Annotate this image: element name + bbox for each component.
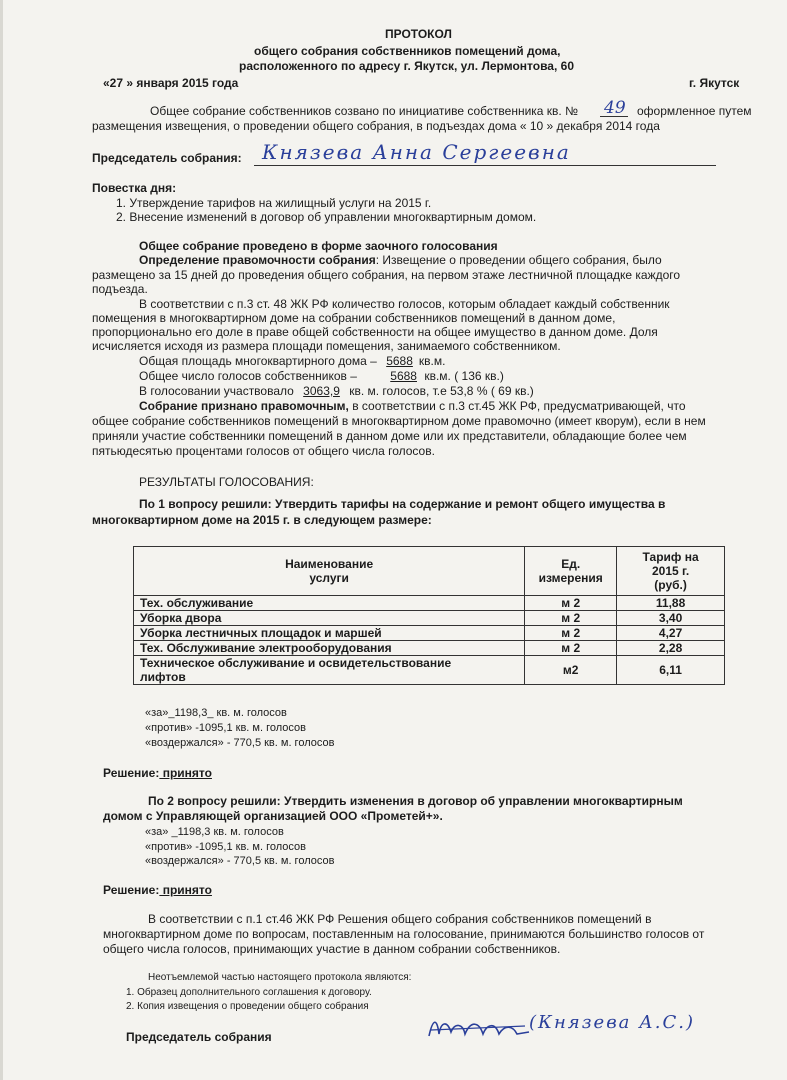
table-row	[134, 611, 725, 626]
results-heading: РЕЗУЛЬТАТЫ ГОЛОСОВАНИЯ:	[139, 475, 314, 489]
header-tariff	[617, 547, 725, 596]
doc-subtitle-1: общего собрания собственников помещений дома,	[254, 44, 561, 58]
header-tariff-l3: (руб.)	[654, 578, 687, 592]
service-cell-l2: лифтов	[140, 670, 186, 684]
header-unit	[525, 547, 617, 596]
competence-line1	[139, 253, 662, 267]
agenda-heading: Повестка дня:	[92, 181, 177, 195]
table-row	[134, 641, 725, 656]
quorum-text1: в соответствии с п.3 ст.45 ЖК РФ, предусматривающей, что	[348, 399, 686, 413]
vote1-for: «за»_1198,3_ кв. м. голосов	[145, 707, 287, 719]
quorum-bold: Собрание признано правомочным,	[139, 399, 349, 413]
service-cell	[134, 656, 525, 685]
scan-edge-left	[0, 0, 3, 1080]
decision2-value: принято	[159, 883, 212, 897]
competence-line2: размещено за 15 дней до проведения общего собрания, на первом этаже лестничной площадке каждого	[92, 268, 681, 282]
voted-line	[139, 384, 534, 398]
decision1-label: Решение:	[103, 766, 160, 780]
intro-line1-b: оформленное путем	[637, 104, 752, 118]
signature-text-handwritten: (Князева А.С.)	[529, 1012, 695, 1033]
apartment-underline	[600, 116, 628, 117]
quorum-line4: пятьюдесятью процентами голосов от общего числа голосов.	[92, 444, 435, 458]
service-cell: Тех. обслуживание	[134, 596, 525, 611]
tariff-cell: 11,88	[617, 596, 725, 611]
decision2-label: Решение:	[103, 883, 160, 897]
area-value: 5688	[386, 354, 413, 368]
service-cell: Уборка лестничных площадок и маршей	[134, 626, 525, 641]
votes-para-line2: помещения в многоквартирном доме на собрании собственников помещений в данном доме,	[92, 311, 616, 325]
header-unit-l1: Ед.	[561, 557, 581, 571]
final-line2: многоквартирном доме по вопросам, поставленным на голосование, принимаются большинство голосов от	[103, 927, 705, 941]
quorum-line2: общее собрание собственников помещений в многоквартирном доме правомочно (имеет кворум), если в нем	[92, 414, 706, 428]
service-cell-l1: Техническое обслуживание и освидетельствование	[140, 656, 452, 670]
vote2-for: «за» _1198,3 кв. м. голосов	[145, 826, 284, 838]
voted-label: В голосовании участвовало	[139, 384, 294, 398]
voted-unit: кв. м. голосов, т.е 53,8 % ( 69 кв.)	[349, 384, 534, 398]
vote2-against: «против» -1095,1 кв. м. голосов	[145, 841, 306, 853]
competence-label: Определение правомочности собрания	[139, 253, 376, 267]
unit-cell: м2	[525, 656, 617, 685]
doc-title: ПРОТОКОЛ	[385, 27, 452, 41]
service-cell: Уборка двора	[134, 611, 525, 626]
area-line	[139, 354, 445, 368]
header-service	[134, 547, 525, 596]
area-label: Общая площадь многоквартирного дома –	[139, 354, 377, 368]
decision2	[103, 883, 212, 897]
header-tariff-l1: Тариф на	[642, 550, 699, 564]
vote1-abstain: «воздержался» - 770,5 кв. м. голосов	[145, 737, 335, 749]
competence-line3: подъезда.	[92, 282, 148, 296]
q2-line2: домом с Управляющей организацией ООО «Прометей+».	[103, 809, 443, 823]
chair-name-handwritten: Князева Анна Сергеевна	[262, 140, 571, 164]
doc-city: г. Якутск	[689, 76, 740, 90]
doc-subtitle-2: расположенного по адресу г. Якутск, ул. Лермонтова, 60	[239, 59, 574, 73]
vote2-abstain: «воздержался» - 770,5 кв. м. голосов	[145, 855, 335, 867]
quorum-line3: приняли участие собственники помещений в данном доме или их представители, обладающие более чем	[92, 429, 687, 443]
signature	[425, 1010, 755, 1046]
votes-para-line1: В соответствии с п.3 ст. 48 ЖК РФ количество голосов, которым обладает каждый собственник	[139, 297, 670, 311]
tariff-cell: 2,28	[617, 641, 725, 656]
header-tariff-l2: 2015 г.	[652, 564, 690, 578]
agenda-item: 1. Утверждение тарифов на жилищный услуги на 2015 г.	[116, 196, 432, 210]
area-unit: кв.м.	[418, 354, 446, 368]
tariff-cell: 3,40	[617, 611, 725, 626]
annex-item: 1. Образец дополнительного соглашения к договору.	[126, 987, 372, 998]
service-cell: Тех. Обслуживание электрооборудования	[134, 641, 525, 656]
intro-line1-a: Общее собрание собственников созвано по инициативе собственника кв. №	[150, 104, 578, 118]
final-line3: общего числа голосов, принимающих участие в данном собрании собственников.	[103, 942, 561, 956]
annex-heading: Неотъемлемой частью настоящего протокола являются:	[148, 972, 412, 983]
table-row	[134, 656, 725, 685]
decision1-value: принято	[159, 766, 212, 780]
header-unit-l2: измерения	[538, 571, 603, 585]
tariff-cell: 4,27	[617, 626, 725, 641]
q1-line1: По 1 вопросу решили: Утвердить тарифы на содержание и ремонт общего имущества в	[139, 497, 666, 511]
tariff-header-row	[134, 547, 725, 596]
unit-cell: м 2	[525, 611, 617, 626]
intro-line2: размещения извещения, о проведении общего собрания, в подъездах дома « 10 » декабря 2014 года	[92, 119, 660, 133]
voted-value: 3063,9	[303, 384, 340, 398]
header-service-l2: услуги	[309, 571, 349, 585]
footer-chair-label: Председатель собрания	[126, 1030, 272, 1044]
unit-cell: м 2	[525, 596, 617, 611]
total-unit: кв.м. ( 136 кв.)	[424, 369, 504, 383]
unit-cell: м 2	[525, 626, 617, 641]
chair-underline	[254, 165, 716, 166]
tariff-cell: 6,11	[617, 656, 725, 685]
form-heading: Общее собрание проведено в форме заочного голосования	[139, 239, 498, 253]
agenda-item: 2. Внесение изменений в договор об управлении многоквартирным домом.	[116, 210, 537, 224]
annex-item: 2. Копия извещения о проведении общего собрания	[126, 1001, 369, 1012]
signature-scribble	[425, 1012, 535, 1046]
table-row	[134, 596, 725, 611]
header-service-l1: Наименование	[285, 557, 374, 571]
final-line1: В соответствии с п.1 ст.46 ЖК РФ Решения общего собрания собственников помещений в	[148, 912, 652, 926]
total-label: Общее число голосов собственников –	[139, 369, 357, 383]
unit-cell: м 2	[525, 641, 617, 656]
votes-para-line3: пропорционально его доле в праве общей собственности на общее имущество в данном доме. Доля	[92, 325, 658, 339]
total-value: 5688	[390, 369, 417, 383]
total-votes-line	[139, 369, 504, 383]
votes-para-line4: исчисляется исходя из размера площади помещения, занимаемого собственником.	[92, 339, 561, 353]
doc-date: «27 » января 2015 года	[103, 76, 239, 90]
competence-text1: : Извещение о проведении общего собрания, было	[375, 253, 662, 267]
q2-line1: По 2 вопросу решили: Утвердить изменения в договор об управлении многоквартирным	[148, 794, 683, 808]
tariff-table	[133, 546, 725, 685]
decision1	[103, 766, 212, 780]
quorum-line1	[139, 399, 686, 413]
chair-label: Председатель собрания:	[92, 151, 242, 165]
apartment-number-handwritten: 49	[604, 98, 626, 118]
q1-line2: многоквартирном доме на 2015 г. в следующем размере:	[92, 513, 432, 527]
table-row	[134, 626, 725, 641]
vote1-against: «против» -1095,1 кв. м. голосов	[145, 722, 306, 734]
